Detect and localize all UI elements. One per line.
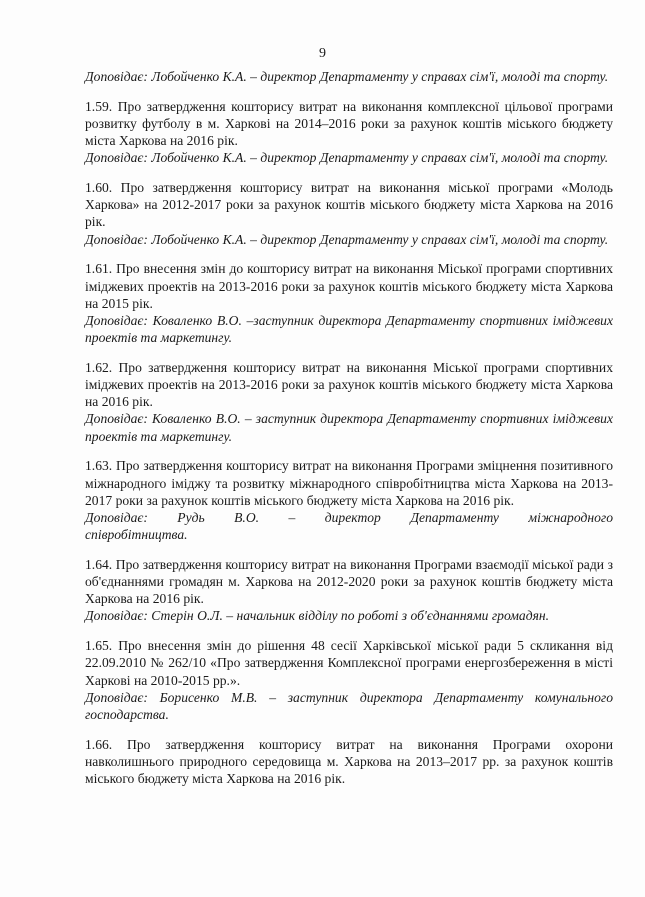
agenda-item-1-59 (85, 98, 613, 167)
agenda-item-1-62 (85, 359, 613, 445)
speaker-line: Доповідає: Стерін О.Л. – начальник відділу по роботі з об'єднаннями громадян. (85, 608, 550, 624)
agenda-content (85, 68, 613, 800)
speaker-line-continuation: співробітництва. (85, 527, 188, 543)
agenda-item-1-66 (85, 736, 613, 788)
speaker-line: Доповідає: Рудь В.О. – директор Департаменту міжнародного (85, 509, 613, 525)
speaker-line: Доповідає: Борисенко М.В. – заступник директора Департаменту комунального господарства. (85, 689, 613, 722)
agenda-item-text: 1.63. Про затвердження кошторису витрат на виконання Програми зміцнення позитивного міжнародного іміджу та розвитку міжнародного співробітництва міста Харкова на 2013-2017 роки за рахунок коштів міського бюджету міста Харкова на 2016 рік. (85, 458, 613, 508)
agenda-item-text: 1.61. Про внесення змін до кошторису витрат на виконання Міської програми спортивних іміджевих проектів на 2013-2016 роки за рахунок коштів міського бюджету міста Харкова на 2015 рік. (85, 261, 613, 311)
agenda-item-1-61 (85, 260, 613, 346)
agenda-item-1-65 (85, 637, 613, 723)
agenda-item-text: 1.60. Про затвердження кошторису витрат на виконання міської програми «Молодь Харкова» на 2012-2017 роки за рахунок коштів міського бюджету міста Харкова на 2016 рік. (85, 180, 613, 230)
agenda-item-text: 1.65. Про внесення змін до рішення 48 сесії Харківської міської ради 5 скликання від 22.09.2010 № 262/10 «Про затвердження Комплексної програми енергозбереження в місті Харкові на 2010-2015 рр.». (85, 638, 613, 688)
agenda-item-text: 1.64. Про затвердження кошторису витрат на виконання Програми взаємодії міської ради з об'єднаннями громадян м. Харкова на 2012-2020 роки за рахунок коштів бюджету міста Харкова на 2016 рік. (85, 556, 613, 607)
agenda-item-1-60 (85, 179, 613, 248)
page-number: 9 (319, 46, 326, 61)
speaker-line: Доповідає: Лобойченко К.А. – директор Департаменту у справах сім'ї, молоді та спорту. (85, 69, 609, 84)
agenda-item-text: 1.59. Про затвердження кошторису витрат на виконання комплексної цільової програми розвитку футболу в м. Харкові на 2014–2016 роки за рахунок коштів міського бюджету міста Харкова на 2016 рік. (85, 98, 613, 149)
speaker-line: Доповідає: Коваленко В.О. – заступник директора Департаменту спортивних іміджевих проектів та маркетингу. (85, 411, 613, 444)
agenda-item-1-63 (85, 457, 613, 543)
header-speaker-block (85, 68, 613, 85)
agenda-item-text: 1.66. Про затвердження кошторису витрат на виконання Програми охорони навколишнього природного середовища м. Харкова на 2013–2017 рр. за рахунок коштів міського бюджету міста Харкова на 2016 рік. (85, 736, 613, 787)
agenda-item-1-64 (85, 556, 613, 625)
speaker-line: Доповідає: Коваленко В.О. –заступник директора Департаменту спортивних іміджевих проектів та маркетингу. (85, 312, 613, 346)
agenda-item-text: 1.62. Про затвердження кошторису витрат на виконання Міської програми спортивних іміджевих проектів на 2013-2016 роки за рахунок коштів міського бюджету міста Харкова на 2016 рік. (85, 359, 613, 410)
speaker-line: Доповідає: Лобойченко К.А. – директор Департаменту у справах сім'ї, молоді та спорту. (85, 231, 609, 247)
speaker-line: Доповідає: Лобойченко К.А. – директор Департаменту у справах сім'ї, молоді та спорту. (85, 150, 609, 166)
